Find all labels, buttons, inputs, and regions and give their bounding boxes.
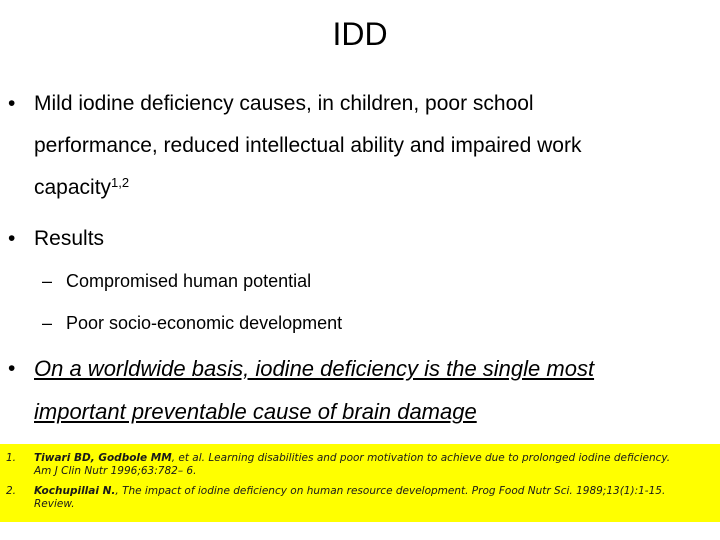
- reference-2-text: , The impact of iodine deficiency on human resource development. Prog Food Nutr Sci. 1989;13(1):1-15.: [115, 485, 666, 497]
- sub-bullet-1: Compromised human potential: [66, 271, 312, 291]
- citation-superscript: 1,2: [111, 175, 130, 190]
- references-box: [0, 444, 720, 522]
- bullet-marker: •: [8, 227, 16, 250]
- reference-1-authors: Tiwari BD, Godbole MM: [34, 452, 172, 464]
- reference-number: 2.: [6, 485, 17, 497]
- bullet-1-line-1: Mild iodine deficiency causes, in children, poor school: [34, 92, 534, 115]
- dash-marker: –: [42, 313, 53, 333]
- bullet-1-line-2: performance, reduced intellectual ability and impaired work: [34, 134, 582, 157]
- bullet-marker: •: [8, 92, 16, 115]
- bullet-marker: •: [8, 357, 16, 380]
- reference-2-line-1: [34, 485, 665, 498]
- reference-2-line-2: Review.: [34, 498, 75, 510]
- bullet-3-line-1: On a worldwide basis, iodine deficiency is the single most: [34, 356, 595, 381]
- reference-1-line-2: Am J Clin Nutr 1996;63:782– 6.: [34, 465, 197, 477]
- dash-marker: –: [42, 271, 53, 291]
- sub-bullet-2: Poor socio-economic development: [66, 313, 343, 333]
- bullet-1-line-3: [34, 174, 129, 202]
- page-title: IDD: [332, 16, 388, 52]
- reference-1-line-1: [34, 452, 670, 465]
- bullet-1-text: capacity: [34, 176, 112, 199]
- bullet-3-line-2: important preventable cause of brain damage: [34, 399, 477, 424]
- reference-number: 1.: [6, 452, 17, 464]
- reference-1-text: , et al. Learning disabilities and poor motivation to achieve due to prolonged iodine deficiency.: [171, 452, 671, 464]
- bullet-2-label: Results: [34, 227, 105, 250]
- reference-2-authors: Kochupillai N.: [34, 485, 116, 497]
